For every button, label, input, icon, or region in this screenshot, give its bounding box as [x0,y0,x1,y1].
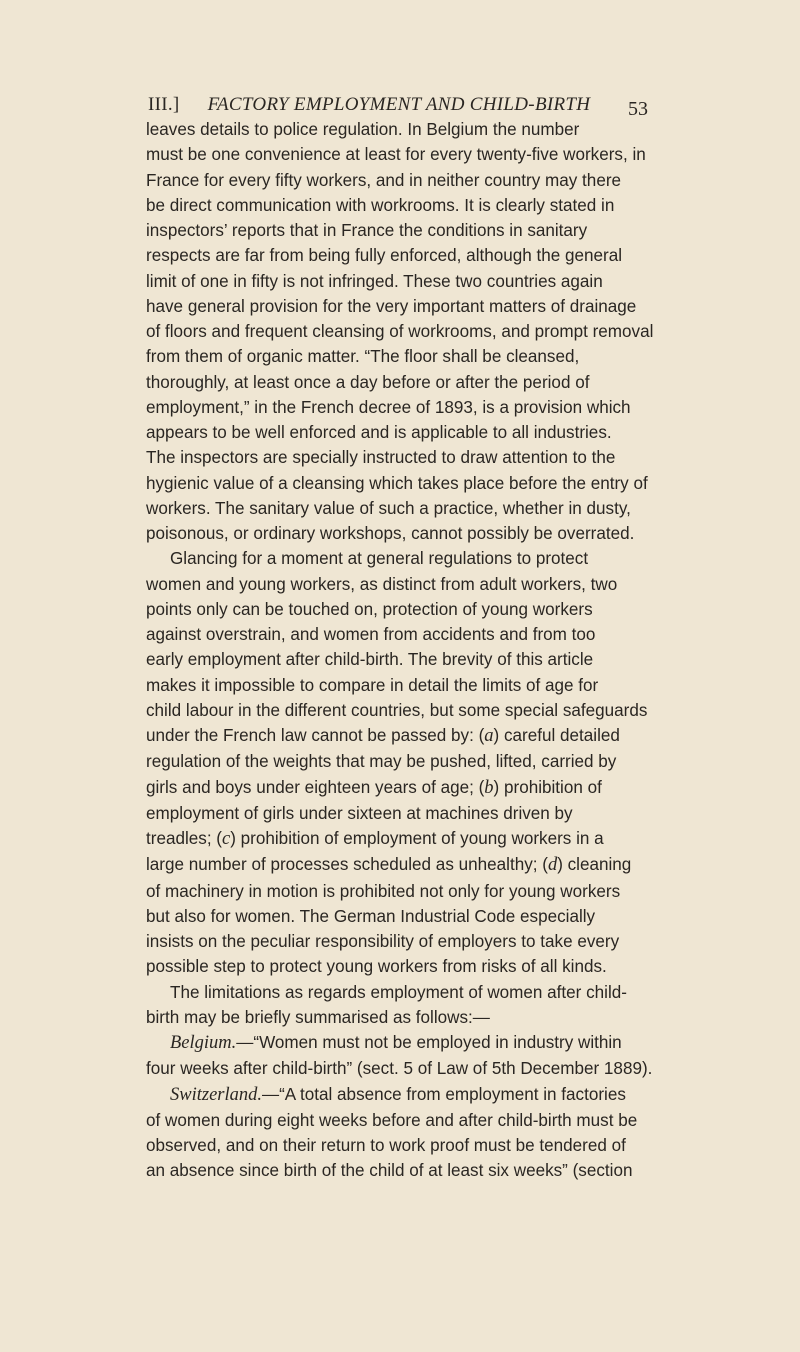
text-line [146,471,694,496]
text-line [146,775,694,801]
line-text: France for every fifty workers, and in neither country may there [146,170,622,190]
text-line [146,673,694,698]
line-text: appears to be well enforced and is applicable to all industries. [146,423,612,442]
italic-text: d [547,855,558,876]
line-text: large number of processes scheduled as unhealthy; ( [146,855,548,875]
line-text: limit of one in fifty is not infringed. These two countries again [146,271,603,291]
line-text: regulation of the weights that may be pushed, lifted, carried by [146,752,617,772]
line-text: insists on the peculiar responsibility of employers to take every [146,932,620,951]
line-text: ) cleaning [557,855,632,875]
text-line [146,1082,694,1108]
line-text: poisonous, or ordinary workshops, cannot possibly be overrated. [146,524,635,543]
line-text: ) careful detailed [493,726,620,745]
text-line [146,698,694,723]
line-text: —“A total absence from employment in factories [262,1084,626,1104]
line-text: must be one convenience at least for every twenty-five workers, in [146,145,646,165]
text-line [146,546,694,571]
line-text: ) prohibition of [493,777,602,797]
line-text: points only can be touched on, protection of young workers [146,599,593,619]
chapter-number: III.] [148,94,180,115]
page-number: 53 [628,98,648,120]
text-line [146,1056,694,1081]
text-line [146,294,694,319]
text-line [146,445,694,470]
italic-text: a [484,726,494,746]
line-text: hygienic value of a cleansing which takes place before the entry of [146,473,648,493]
line-text: of women during eight weeks before and after child-birth must be [146,1110,638,1130]
line-text: ) prohibition of employment of young workers in a [230,829,604,848]
text-line [146,1133,694,1158]
text-line [146,980,694,1005]
line-text: have general provision for the very important matters of drainage [146,296,637,316]
line-text: girls and boys under eighteen years of age; ( [146,777,485,797]
text-line [146,1005,694,1030]
line-text: under the French law cannot be passed by: ( [146,726,485,745]
text-line [146,193,694,218]
line-text: thoroughly, at least once a day before or after the period of [146,372,590,392]
running-title: FACTORY EMPLOYMENT AND CHILD-BIRTH [207,94,591,115]
italic-text: b [484,777,494,798]
text-line [146,1030,694,1056]
text-line [146,597,694,622]
text-line [146,319,694,344]
line-text: four weeks after child-birth” (sect. 5 of Law of 5th December 1889). [146,1059,653,1079]
text-line [146,521,694,546]
text-line [146,749,694,774]
line-text: respects are far from being fully enforced, although the general [146,246,623,266]
line-text: of floors and frequent cleansing of workrooms, and prompt removal [146,322,654,341]
text-line [146,904,694,929]
line-text: from them of organic matter. “The floor shall be cleansed, [146,347,580,367]
text-line [146,622,694,647]
text-line [146,168,694,193]
text-line [146,929,694,954]
text-line [146,395,694,420]
line-text: against overstrain, and women from accidents and from too [146,625,596,644]
line-text: of machinery in motion is prohibited not only for young workers [146,881,621,901]
italic-text: c [222,829,231,849]
line-text: be direct communication with workrooms. It is clearly stated in [146,195,615,215]
line-text: birth may be briefly summarised as follows:— [146,1007,490,1027]
text-line [146,801,694,826]
line-text: workers. The sanitary value of such a practice, whether in dusty, [146,498,631,518]
italic-text: Switzerland. [170,1084,262,1105]
line-text: child labour in the different countries, but some special safeguards [146,700,648,720]
line-text: inspectors’ reports that in France the conditions in sanitary [146,221,588,240]
text-line [146,647,694,672]
line-text: Glancing for a moment at general regulations to protect [170,549,589,569]
text-line [146,243,694,268]
line-text: leaves details to police regulation. In Belgium the number [146,120,580,139]
text-line [146,879,694,904]
line-text: The limitations as regards employment of women after child- [170,982,627,1002]
line-text: treadles; ( [146,829,223,848]
line-text: employment,” in the French decree of 1893, is a provision which [146,397,631,417]
text-line [146,117,694,142]
text-line [146,142,694,167]
body-text [146,117,694,1184]
text-line [146,269,694,294]
text-line [146,344,694,369]
line-text: early employment after child-birth. The brevity of this article [146,650,594,670]
line-text: but also for women. The German Industrial Code especially [146,906,596,926]
line-text: makes it impossible to compare in detail the limits of age for [146,675,599,695]
text-line [146,218,694,243]
line-text: The inspectors are specially instructed to draw attention to the [146,448,616,468]
line-text: employment of girls under sixteen at machines driven by [146,803,573,823]
line-text: observed, and on their return to work proof must be tendered of [146,1136,626,1155]
line-text: —“Women must not be employed in industry within [236,1033,622,1052]
text-line [146,370,694,395]
text-line [146,723,694,749]
text-line [146,1158,694,1183]
running-header [148,94,591,116]
text-line [146,826,694,852]
line-text: possible step to protect young workers from risks of all kinds. [146,957,607,977]
italic-text: Belgium. [170,1033,237,1053]
text-line [146,420,694,445]
text-line [146,852,694,878]
text-line [146,572,694,597]
line-text: women and young workers, as distinct from adult workers, two [146,574,618,594]
text-line [146,954,694,979]
line-text: an absence since birth of the child of at least six weeks” (section [146,1161,633,1181]
text-line [146,496,694,521]
text-line [146,1108,694,1133]
